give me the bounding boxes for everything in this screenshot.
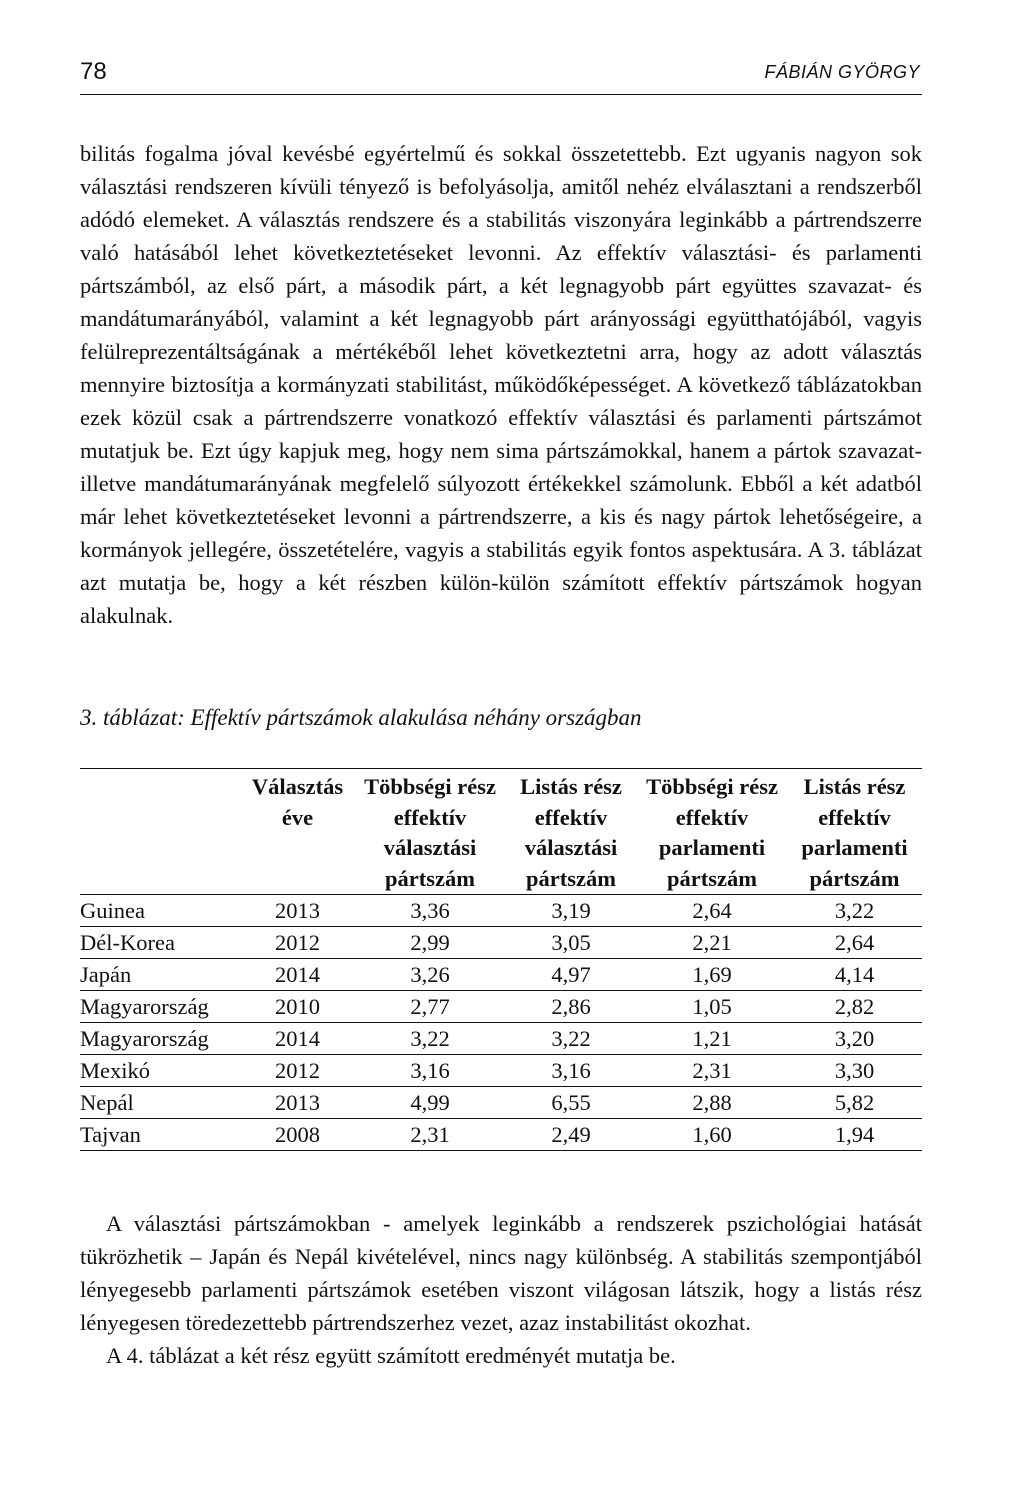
closing-text [80, 1207, 922, 1372]
table-row [80, 991, 922, 1023]
data-table [80, 772, 922, 1151]
table-header-cell: Választás éve [240, 772, 355, 895]
table-cell: 3,22 [505, 1023, 637, 1055]
table-cell: 2013 [240, 895, 355, 927]
page-number: 78 [80, 58, 107, 85]
table-cell: 3,26 [355, 959, 505, 991]
table-cell: 2014 [240, 1023, 355, 1055]
table-cell: 3,22 [355, 1023, 505, 1055]
table-header-cell: Többségi rész effektív parlamenti pártszám [637, 772, 787, 895]
table-cell: 2012 [240, 927, 355, 959]
table-cell: 3,30 [787, 1055, 922, 1087]
table-row [80, 895, 922, 927]
table-header-row [80, 772, 922, 895]
page-header [80, 58, 922, 95]
table-cell: Japán [80, 959, 240, 991]
table-cell: 2,49 [505, 1119, 637, 1151]
table-cell: 1,69 [637, 959, 787, 991]
table-cell: Dél-Korea [80, 927, 240, 959]
table-cell: Magyarország [80, 991, 240, 1023]
table-cell: 3,36 [355, 895, 505, 927]
table-cell: 4,97 [505, 959, 637, 991]
table-cell: 2,88 [637, 1087, 787, 1119]
table-cell: 1,21 [637, 1023, 787, 1055]
table-cell: 3,16 [505, 1055, 637, 1087]
closing-paragraph: A választási pártszámokban - amelyek leginkább a rendszerek pszichológiai hatását tükrözhetik – Japán és Nepál kivételével, nincs nagy különbség. A stabilitás szempontjából lényegesebb parlamenti pártszámok esetében viszont világosan látszik, hogy a listás rész lényegesen töredezettebb pártrendszerhez vezet, azaz instabilitást okozhat. [80, 1211, 922, 1335]
table-cell: 2012 [240, 1055, 355, 1087]
closing-paragraph: A 4. táblázat a két rész együtt számított eredményét mutatja be. [106, 1343, 676, 1368]
table-cell: 2013 [240, 1087, 355, 1119]
table-cell: Guinea [80, 895, 240, 927]
body-paragraph: bilitás fogalma jóval kevésbé egyértelmű és sokkal összetettebb. Ezt ugyanis nagyon sok választási rendszeren kívüli tényező is befolyásolja, amitől nehéz elválasztani a rendszerből adódó elemeket. A választás rendszere és a stabilitás viszonyára leginkább a pártrendszerre való hatásából lehet következtetéseket levonni. Az effektív választási- és parlamenti pártszámból, az első párt, a második párt, a két legnagyobb párt együttes szavazat- és mandátumarányából, valamint a két legnagyobb párt arányossági együtthatójából, vagyis felülreprezentáltságának a mértékéből lehet következtetni arra, hogy az adott választás mennyire biztosítja a kormányzati stabilitást, működőképességet. A következő táblázatokban ezek közül csak a pártrendszerre vonatkozó effektív választási és parlamenti pártszámot mutatjuk be. Ezt úgy kapjuk meg, hogy nem sima pártszámokkal, hanem a pártok szavazat- illetve mandátumarányának megfelelő súlyozott értékekkel számolunk. Ebből a két adatból már lehet következtetéseket levonni a pártrendszerre, a kis és nagy pártok lehetőségeire, a kormányok jellegére, összetételére, vagyis a stabilitás egyik fontos aspektusára. A 3. táblázat azt mutatja be, hogy a két részben külön-külön számított effektív pártszámok hogyan alakulnak. [80, 141, 922, 628]
table-row [80, 1055, 922, 1087]
table-row [80, 927, 922, 959]
table-cell: Mexikó [80, 1055, 240, 1087]
table-cell: Tajvan [80, 1119, 240, 1151]
table-cell: 1,60 [637, 1119, 787, 1151]
table-cell: 3,16 [355, 1055, 505, 1087]
table-header-cell [80, 772, 240, 895]
table-cell: 4,99 [355, 1087, 505, 1119]
table-cell: 2014 [240, 959, 355, 991]
table-cell: 2008 [240, 1119, 355, 1151]
table-cell: 2,64 [637, 895, 787, 927]
table-cell: 4,14 [787, 959, 922, 991]
table-cell: 2,86 [505, 991, 637, 1023]
table-row [80, 1119, 922, 1151]
table-cell: 2,77 [355, 991, 505, 1023]
table-cell: 2,99 [355, 927, 505, 959]
table-cell: 6,55 [505, 1087, 637, 1119]
table-row [80, 959, 922, 991]
table-cell: 2,64 [787, 927, 922, 959]
table-cell: 2,31 [355, 1119, 505, 1151]
table-header-cell: Listás rész effektív választási pártszám [505, 772, 637, 895]
table-cell: 3,19 [505, 895, 637, 927]
table-cell: 2010 [240, 991, 355, 1023]
table-cell: 2,21 [637, 927, 787, 959]
table-caption: 3. táblázat: Effektív pártszámok alakulása néhány országban [80, 705, 642, 730]
table-cell: Magyarország [80, 1023, 240, 1055]
table-cell: 5,82 [787, 1087, 922, 1119]
table-cell: 2,31 [637, 1055, 787, 1087]
table-top-rule [80, 768, 922, 769]
table-cell: 1,94 [787, 1119, 922, 1151]
table-cell: Nepál [80, 1087, 240, 1119]
table-header-cell: Többségi rész effektív választási pártszám [355, 772, 505, 895]
running-head: FÁBIÁN GYÖRGY [764, 62, 920, 82]
table-cell: 1,05 [637, 991, 787, 1023]
table-cell: 3,20 [787, 1023, 922, 1055]
table-cell: 2,82 [787, 991, 922, 1023]
table-row [80, 1023, 922, 1055]
table-cell: 3,22 [787, 895, 922, 927]
table-cell: 3,05 [505, 927, 637, 959]
table-header-cell: Listás rész effektív parlamenti pártszám [787, 772, 922, 895]
table-row [80, 1087, 922, 1119]
